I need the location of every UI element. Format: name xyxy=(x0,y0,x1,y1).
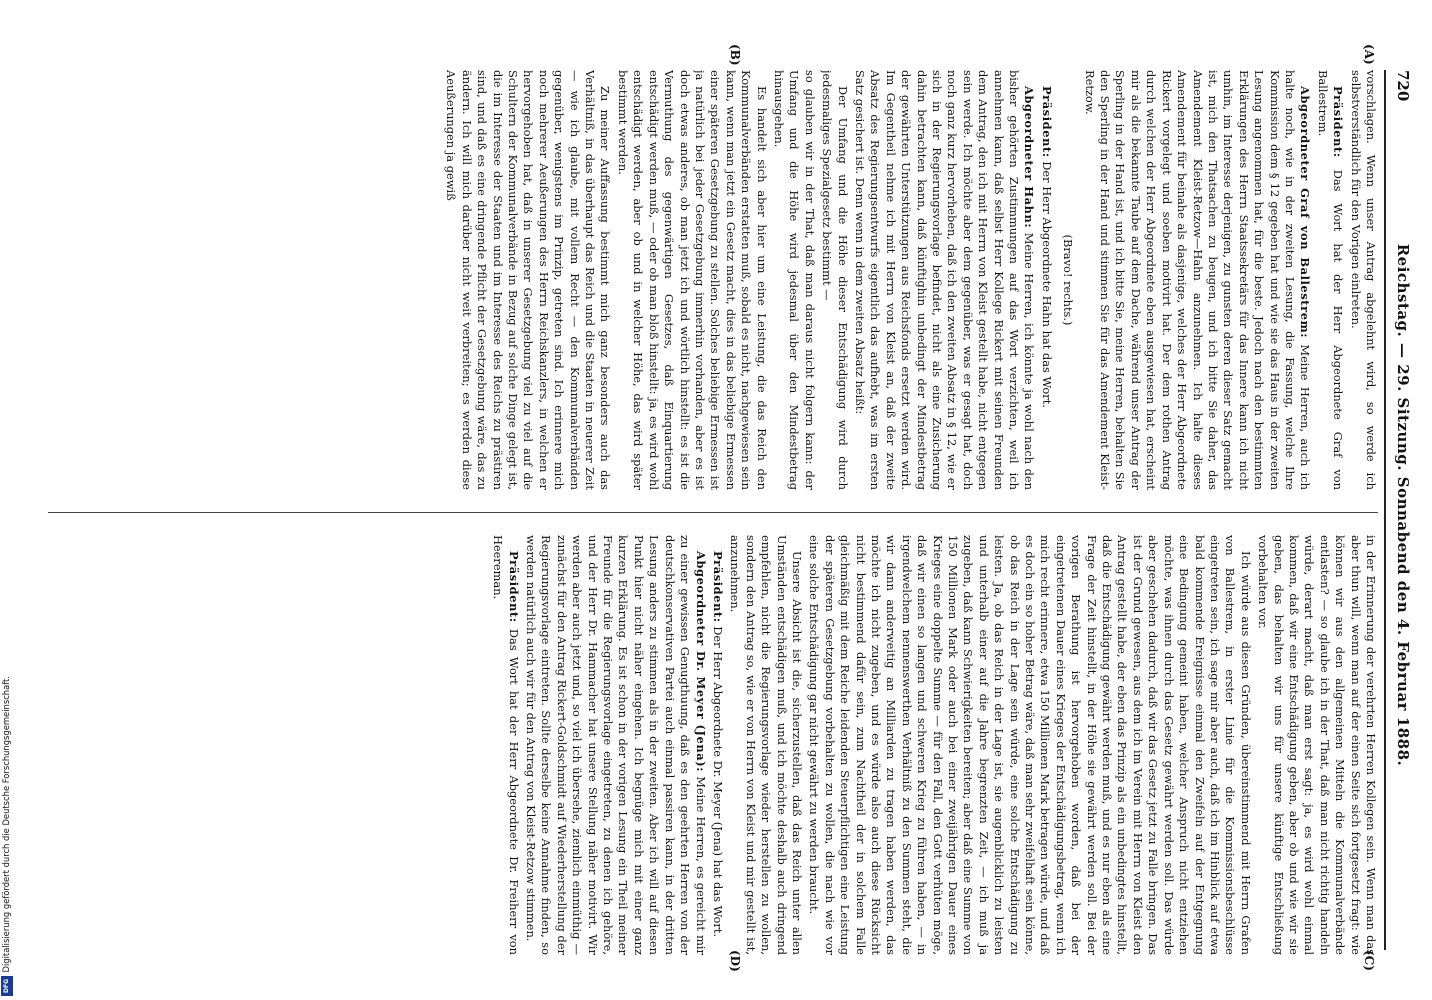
margin-marker-b: (B) xyxy=(728,44,742,66)
page-header xyxy=(1388,70,1414,940)
digitization-sidebar xyxy=(0,0,14,1000)
left-column xyxy=(18,70,1378,490)
right-column xyxy=(18,535,1378,955)
speaker-name: Präsident: xyxy=(1331,86,1346,158)
dfg-logo-icon: DFG xyxy=(1,976,13,996)
speaker-name: Präsident: xyxy=(710,551,725,623)
speaker-name: Abgeordneter Hahn: xyxy=(1022,86,1037,229)
running-title: Reichstag. — 29. Sitzung. Sonnabend den 4. Februar 1888. xyxy=(1394,243,1412,767)
speaker-name: Abgeordneter Graf von Ballestrem: xyxy=(1298,86,1313,339)
speech-paragraph xyxy=(710,535,725,955)
speech-text: Das Wort hat der Herr Abgeordnete Graf von Ballestrem. xyxy=(1315,70,1346,490)
speaker-name: Präsident: xyxy=(506,551,521,623)
speech-text: Meine Herren, auch ich halte noch, wie in der zweiten Lesung, die Fassung, welche Ihre Kommission dem § 12 gegeben hat und wie sie das Haus in der zweiten Lesung angenommen hat, für die beste. Jedoch nach den bestimmten Erklärungen des Herrn Staatssekretärs für das Innere kann ich nicht umhin, im Interesse derjenigen, zu gunsten deren dieser Satz gemacht ist, mich den Thatsachen zu beugen, und ich bitte Sie daher, das Amendement Kleist-Retzow—Hahn anzunehmen. Ich halte dieses Amendement für beinahe als dasjenige, welches der Herr Abgeordnete Rickert vorgelegt und soeben motivirt hat. Der dem rothen Antrag durch welchen der Herr Abgeordnete eben ausgewiesen hat, erscheint mir als die bekannte Taube auf dem Dache, während unser Antrag der Sperling in der Hand ist, und ich bitte Sie, meine Herren, behalten Sie den Sperling in der Hand und stimmen Sie für das Amendement Kleist-Retzow. xyxy=(1082,70,1313,490)
text-paragraph: Zu meiner Auffassung bestimmt mich ganz besonders auch das Verhältniß, in das überhaupt das Reich und die Staaten in neuerer Zeit — wie ich glaube, mit vollem Recht — den Kommunalverbänden gegenüber, wenigstens im Prinzip, getreten sind. Ich erinnere mich noch mehrerer Aeußerungen des Herrn Reichskanzlers, in welchen er hervorgehoben hat, daß in unserer Gesetzgebung viel zu viel auf die Schultern der Kommunalverbände in Bezug auf solche Dinge gelegt ist, die im Interesse der Staaten und im Interesse des Reichs zu prästiren sind, und daß es eine dringende Pflicht der Gesetzgebung wäre, das zu ändern. Ich will mich darüber nicht weit verbreiten; es werden diese Aeußerungen ja gewiß xyxy=(444,70,613,490)
text-paragraph: in der Erinnerung der verehrten Herren Kollegen sein. Wenn man das aber thun will, wenn man auf der einen Seite sich fortgesetzt fragt: wie können wir aus den allgemeinen Mitteln die Kommunalverbände entlasten? — so glaube ich in der That, daß man nicht richtig handeln würde, derart macht, daß man erst sagt: ja, es wird wohl einmal kommen, daß wir eine Entschädigung geben, aber ob und wie wir sie geben, das behalten wir uns für unsere künftige Entschließung vorbehalten vor. xyxy=(1256,535,1378,955)
speech-text: Das Wort hat der Herr Abgeordnete Dr. Freiherr von Heereman. xyxy=(491,535,521,955)
page-number: 720 xyxy=(1394,70,1412,102)
speech-text: Der Herr Abgeordnete Dr. Meyer (Jena) hat das Wort. xyxy=(710,626,725,938)
speech-paragraph xyxy=(852,70,1037,490)
text-paragraph: Ich würde aus diesen Gründen, übereinstimmend mit Herrn Grafen von Ballestrem, in erster Linie für die Kommissionsbeschlüsse eingetreten sein, ich sage mir aber auch, daß ich im Hinblick auf etwa bald kommende Ereignisse einmal den Zweifeln auf der Entgegnung eine Bedingung gemeint haben, welcher Anspruch nicht entziehen möchte, was ihnen durch das Gesetz gewährt werden soll. Das würde aber geschehen dadurch, daß wir das Gesetz jetzt zu Falle bringen. Das ist der Grund gewesen, aus dem ich im Verein mit Herrn von Kleist den Antrag gestellt habe, der eben das Prinzip als ein unbedingtes hinstellt, daß die Entschädigung gewährt werden muß, und es nur eben als eine Frage der Zeit hinstellt, in der Höhe sie gewährt werden soll. Bei der vorigen Berathung ist hervorgehoben worden, daß bei der eingetretenen Dauer eines Krieges der Entschädigungsbetrag, wenn ich mich recht erinnere, etwa 150 Millionen Mark betragen würde, und daß es doch ein so hoher Betrag wäre, daß man sehr zweifelhaft sein könne, ob das Reich in der Lage sein würde, eine solche Entschädigung zu leisten. Ja, ob das Reich in der Lage ist, sie augenblicklich zu leisten und unterhalb einer auf die Jahre begrenzten Zeit, — ich muß ja zugeben, daß kann Schwierigkeiten bereiten; aber daß eine Summe von 150 Millionen Mark oder auch bei einer zweijährigen Dauer eines Krieges eine doppelte Summe — für den Fall, den Gott verhüten möge, daß wir einen so langen und schweren Krieg zu führen haben, — in irgendwelchem nennenswerthen Verhältniß zu den Summen steht, die wir dann anderweitig an Milliarden zu tragen haben werden, das möchte ich nicht zugeben, und es würde also auch diese Rücksicht nicht bestimmend dafür sein, zum Nachtheil der in solchem Falle gleichmäßig mit dem Reiche leidenden Steuerpflichtigen eine Leistung der späteren Gesetzgebung vorbehalten zu wollen, die nach wie vor eine solche Entschädigung gar nicht gewährt zu werden braucht. xyxy=(807,535,1253,955)
header-rule xyxy=(1384,70,1386,950)
margin-marker-d: (D) xyxy=(728,950,742,972)
speech-text: Der Herr Abgeordnete Hahn hat das Wort. xyxy=(1039,161,1054,408)
margin-marker-c: (C) xyxy=(1362,950,1376,971)
speech-paragraph xyxy=(490,535,521,955)
column-rule xyxy=(48,512,1378,513)
text-paragraph: vorschlagen. Wenn unser Antrag abgelehnt wird, so werde ich selbstverständlich für den Vorigen einlreten. xyxy=(1348,70,1378,490)
text-paragraph: Der Umfang und die Höhe dieser Entschädigung wird durch jedesmaliges Spezialgesetz bestimmt — xyxy=(820,70,850,490)
stage-direction: (Bravo! rechts.) xyxy=(1061,234,1076,326)
text-paragraph: so glauben wir in der That, daß man daraus nicht folgern kann: der Umfang und die Höhe wird jedesmal über den Mindestbetrag hinausgehen. xyxy=(771,70,817,490)
speech-text: Meine Herren, ich könnte ja wohl nach den bisher gehörten Zustimmungen auf das Wort verzichten, weil ich annehmen kann, daß selbst Herr Kollege Rickert mit seinen Freunden dem Antrag, den ich mit Herrn von Kleist gestellt habe, nicht entgegen sein werde. Ich möchte aber dem gegenüber, was er gesagt hat, doch noch ganz kurz hervorheben, daß ich den zweiten Absatz in § 12, wie er sich in der Regierungsvorlage befindet, nicht als eine Zusicherung dahin betrachten kann, daß künftighin unbedingt der Mindestbetrag der gewährten Unterstützungen aus Reichsfonds ersetzt werden wird. Im Gegentheil nehme ich mit Herrn von Kleist an, daß der zweite Absatz des Regierungsentwurfs eigentlich das aufhebt, was im ersten Satz gesichert ist. Denn wenn in dem zweiten Absatz heißt: xyxy=(853,70,1037,490)
text-paragraph: Es handelt sich aber hier um eine Leistung, die das Reich den Kommunalverbänden erstatten muß, sobald es nicht, nachgewiesen sein kann, wenn man jetzt ein Gesetz macht, dies in das beliebige Ermessen einer späteren Gesetzgebung zu stellen. Solches beliebige Ermessen ist ja natürlich bei jeder Gesetzgebung immerhin vorhanden, aber es ist doch etwas anderes, ob man jetzt ich und wörtlich hinstellt: es ist die Vermuthung des gegenwärtigen Gesetzes, daß Einquartierung entschädigt werden muß, — oder ob man bloß hinstellt: ja, es wird wohl entschädigt werden, aber ob und in welcher Höhe, das wird später bestimmt werden. xyxy=(615,70,769,490)
speech-text: Meine Herren, es gereicht mir zu einer gewissen Genugthuung, daß es den geehrten Herren von der deutschkonservativen Partei auch einmal passiren kann, in der dritten Lesung anders zu stimmen als in der zweiten. Aber ich will auf diesen Punkt hier nicht näher eingehen. Ich begnüge mich mit einer ganz kurzen Erklärung. Es ist schon in der vorigen Lesung ein Theil meiner Freunde für die Regierungsvorlage eingetreten, zu denen ich gehöre, und der Herr Dr. Hammacher hat unsere Stellung näher motivirt. Wir werden aber auch jetzt und, so viel ich übersehe, ziemlich einmüthig — zunächst für den Antrag Rickert-Goldschmidt auf Wiederherstellung der Regierungsvorlage eintreten. Sollte derselbe keine Annahme finden, so werden natürlich auch wir für den Antrag von Kleist-Retzow stimmen. xyxy=(524,535,708,955)
speaker-name: Präsident: xyxy=(1039,86,1054,158)
text-paragraph: Unsere Absicht ist die, sicherzustellen, daß das Reich unter allen Umständen entschädigen muß, und ich möchte deshalb auch dringend empfehlen, nicht die Regierungsvorlage wieder herstellen zu wollen, sondern den Antrag so, wie er von Herrn von Kleist und mir gestellt ist, anzunehmen. xyxy=(728,535,804,955)
speaker-name: Abgeordneter Dr. Meyer (Jena): xyxy=(693,551,708,773)
speech-paragraph xyxy=(1314,70,1345,490)
margin-marker-a: (A) xyxy=(1362,44,1376,65)
speech-paragraph xyxy=(1081,70,1312,490)
speech-paragraph xyxy=(1038,70,1053,490)
speech-paragraph xyxy=(523,535,708,955)
digitization-credit: Digitalisierung gefördert durch die Deutsche Forschungsgemeinschaft. xyxy=(1,675,11,972)
